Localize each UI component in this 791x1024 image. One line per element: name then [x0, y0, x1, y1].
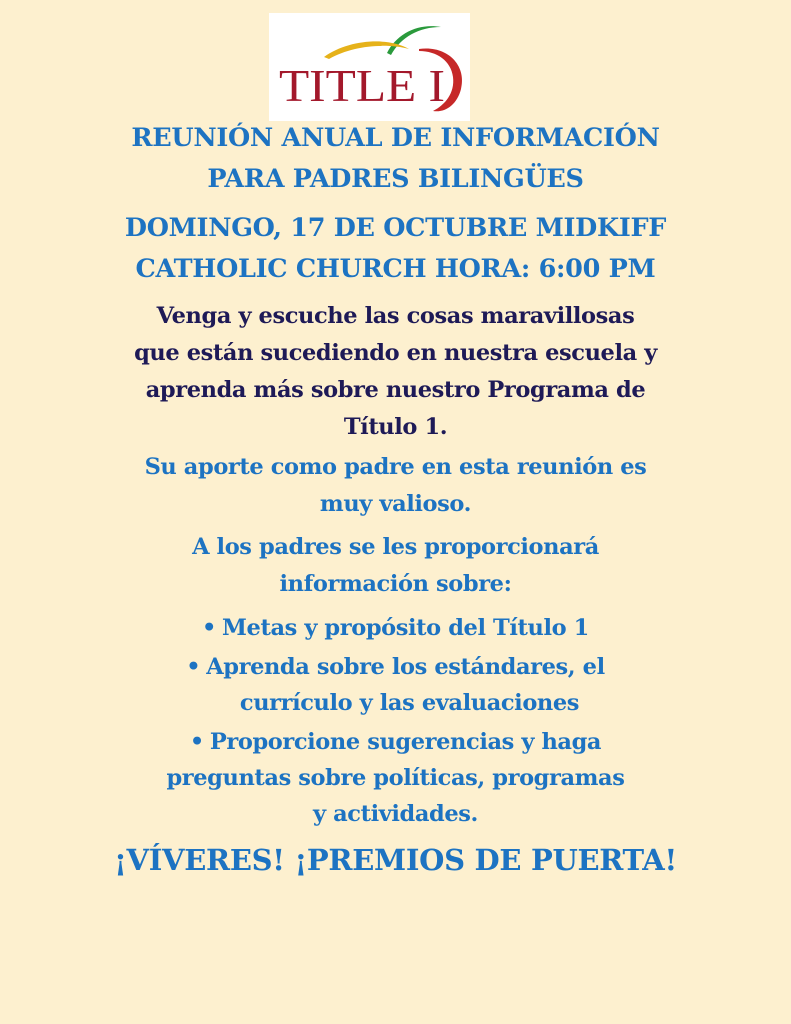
meeting-title-line: REUNIÓN ANUAL DE INFORMACIÓN	[131, 123, 660, 153]
bullet-icon: •	[189, 729, 204, 755]
aporte-line: muy valioso.	[319, 491, 472, 517]
list-item-text: y actividades.	[312, 801, 478, 827]
intro-line: que están sucediendo en nuestra escuela y	[134, 340, 657, 366]
apple-swoosh-icon	[269, 13, 470, 121]
intro-paragraph	[0, 298, 791, 446]
event-date-location	[0, 208, 791, 290]
parent-input-paragraph	[0, 449, 791, 523]
info-line: A los padres se les proporcionará	[192, 534, 599, 560]
bullet-icon: •	[186, 654, 201, 680]
intro-line: Título 1.	[343, 414, 448, 440]
title-one-logo	[269, 13, 470, 121]
list-item-text: Proporcione sugerencias y haga	[209, 729, 602, 755]
meeting-title-line: PARA PADRES BILINGÜES	[207, 164, 584, 194]
list-item	[0, 649, 791, 721]
intro-line: Venga y escuche las cosas maravillosas	[156, 303, 635, 329]
meeting-title	[0, 118, 791, 200]
intro-line: aprenda más sobre nuestro Programa de	[145, 377, 646, 403]
list-item-text: preguntas sobre políticas, programas	[166, 765, 625, 791]
info-intro-paragraph	[0, 529, 791, 603]
list-item-text: currículo y las evaluaciones	[239, 690, 580, 716]
info-line: información sobre:	[279, 571, 512, 597]
list-item	[0, 724, 791, 832]
topics-list	[0, 610, 791, 835]
aporte-line: Su aporte como padre en esta reunión es	[144, 454, 647, 480]
list-item-text: Aprenda sobre los estándares, el	[206, 654, 605, 680]
event-line: DOMINGO, 17 DE OCTUBRE MIDKIFF	[124, 213, 667, 243]
event-line: CATHOLIC CHURCH HORA: 6:00 PM	[135, 254, 656, 284]
list-item	[0, 610, 791, 646]
logo-text: TITLE I	[279, 60, 445, 111]
list-item-text: Metas y propósito del Título 1	[222, 615, 589, 641]
groceries-door-prizes: ¡VÍVERES! ¡PREMIOS DE PUERTA!	[114, 843, 677, 877]
bullet-icon: •	[202, 615, 217, 641]
